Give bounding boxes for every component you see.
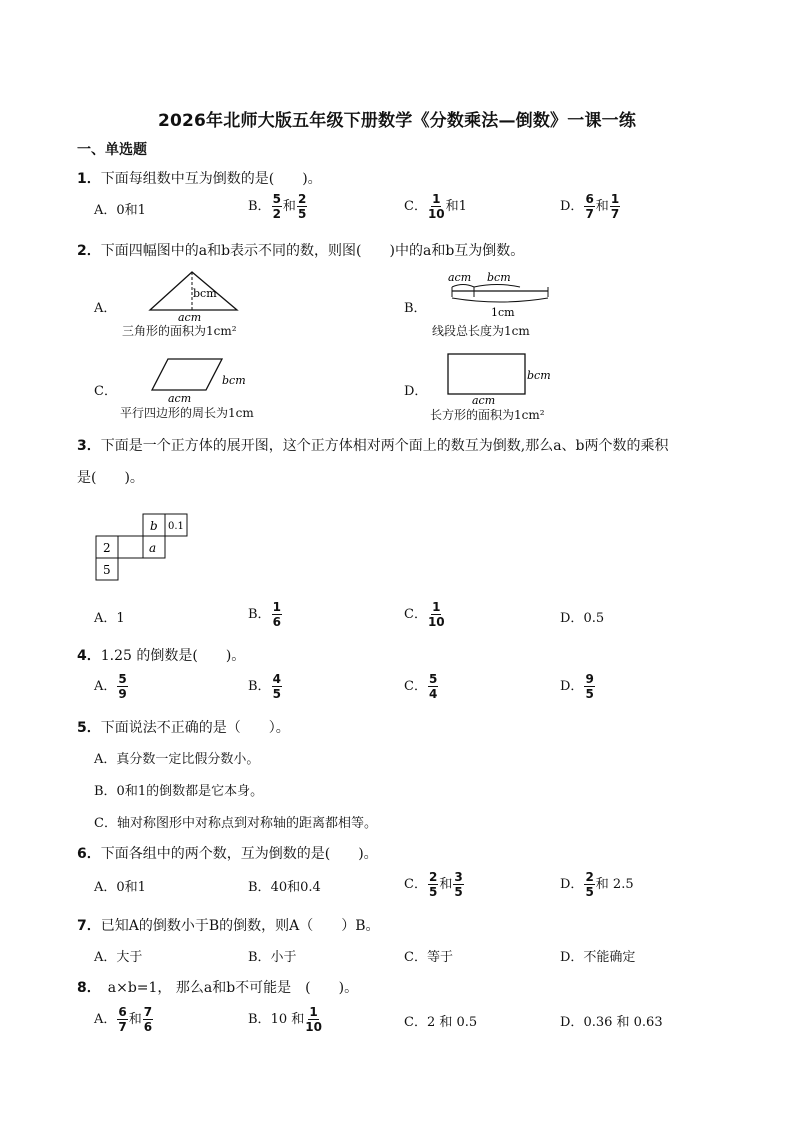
cube-net-figure xyxy=(93,511,193,583)
fraction: $\frac{5}{2}$ xyxy=(272,192,281,221)
option-label: B． xyxy=(248,1012,271,1027)
length-a-label: acm xyxy=(472,394,496,407)
fraction: $\frac{2}{5}$ xyxy=(428,870,438,899)
fraction: $\frac{2}{5}$ xyxy=(585,870,594,899)
figure-caption: 平行四边形的周长为1cm xyxy=(120,406,254,420)
question-1 xyxy=(77,168,322,188)
q3-option-a[interactable] xyxy=(94,609,125,629)
option-label: B． xyxy=(248,607,271,622)
option-label: D． xyxy=(560,199,584,214)
option-text: 0.36 和 0.63 xyxy=(583,1015,663,1030)
figure-caption: 线段总长度为1cm xyxy=(432,324,530,338)
fraction: $\frac{9}{5}$ xyxy=(585,672,594,701)
q3-option-b[interactable] xyxy=(248,601,283,628)
question-5 xyxy=(77,717,290,737)
fraction: $\frac{6}{7}$ xyxy=(118,1005,127,1034)
fraction: $\frac{3}{5}$ xyxy=(454,870,463,899)
question-7 xyxy=(77,915,380,935)
q6-option-c[interactable]: C． $\frac{2}{5}$ 和 $\frac{3}{5}$ xyxy=(404,870,463,899)
fraction: $\frac{5}{4}$ xyxy=(428,672,438,701)
fraction: $\frac{6}{7}$ xyxy=(585,192,594,221)
question-8 xyxy=(77,977,358,997)
option-label: B． xyxy=(248,880,271,895)
parallelogram-figure xyxy=(148,356,258,404)
option-text: 1 xyxy=(116,611,125,626)
q2-option-d-label[interactable]: D． xyxy=(404,384,428,399)
question-3-continued: 是( )。 xyxy=(77,470,144,486)
q8-option-b[interactable]: B．10 和 $\frac{1}{10}$ xyxy=(248,1005,322,1034)
option-label: B． xyxy=(248,199,271,214)
q4-option-c[interactable] xyxy=(404,673,439,700)
total-length-label: 1cm xyxy=(491,306,515,319)
q1-option-b[interactable]: B． $\frac{5}{2}$ 和 $\frac{2}{5}$ xyxy=(248,192,307,221)
question-number: 2． xyxy=(77,243,101,259)
net-a: a xyxy=(149,541,157,555)
height-label: bcm xyxy=(193,287,217,300)
fraction: $\frac{1}{6}$ xyxy=(272,600,281,629)
q4-option-d[interactable] xyxy=(560,673,596,700)
option-label: D． xyxy=(560,611,584,626)
base-label: acm xyxy=(178,311,202,323)
q1-option-d[interactable]: D． $\frac{6}{7}$ 和 $\frac{1}{7}$ xyxy=(560,192,620,221)
option-label: C． xyxy=(404,877,427,892)
question-text: 已知A的倒数小于B的倒数，则A（ ）B。 xyxy=(100,918,380,934)
option-label: D． xyxy=(560,679,584,694)
figure-caption: 长方形的面积为1cm² xyxy=(430,408,545,422)
triangle-figure xyxy=(145,268,245,323)
option-label: C． xyxy=(404,199,427,214)
q2-option-b-label[interactable]: B． xyxy=(404,301,427,316)
fraction: $\frac{1}{7}$ xyxy=(610,192,620,221)
question-number: 5． xyxy=(77,720,101,736)
q1-option-a[interactable] xyxy=(94,200,146,222)
question-text: 下面说法不正确的是（ ）。 xyxy=(100,720,290,736)
option-text: 2 和 0.5 xyxy=(426,1015,478,1030)
question-number: 8． xyxy=(77,980,94,996)
q2-option-a-label[interactable]: A． xyxy=(94,301,117,316)
fraction: $\frac{5}{9}$ xyxy=(118,672,127,701)
q7-option-b[interactable]: B．小于 xyxy=(248,950,297,965)
question-6 xyxy=(77,843,378,863)
q8-option-d[interactable] xyxy=(560,1013,663,1033)
segment-a-label: acm xyxy=(448,271,472,284)
question-3 xyxy=(77,435,669,455)
option-text: 40和0.4 xyxy=(270,880,321,895)
question-number: 3． xyxy=(77,438,101,454)
question-text: 下面四幅图中的a和b表示不同的数，则图( )中的a和b互为倒数。 xyxy=(100,243,525,259)
q6-option-d[interactable]: D． $\frac{2}{5}$ 和 2.5 xyxy=(560,870,634,899)
option-label: C． xyxy=(404,679,427,694)
question-text: a×b=1， 那么a和b不可能是 ( )。 xyxy=(93,980,359,996)
question-text: 下面是一个正方体的展开图，这个正方体相对两个面上的数互为倒数,那么a、b两个数的乘积 xyxy=(100,438,669,454)
q5-option-a[interactable]: A．真分数一定比假分数小。 xyxy=(94,752,260,767)
segment-figure xyxy=(445,268,555,320)
q3-option-d[interactable] xyxy=(560,609,604,629)
question-text: 下面每组数中互为倒数的是( )。 xyxy=(100,171,322,187)
q5-option-c[interactable]: C．轴对称图形中对称点到对称轴的距离都相等。 xyxy=(94,816,377,831)
option-label: C． xyxy=(404,607,427,622)
question-4 xyxy=(77,645,245,665)
option-label: D． xyxy=(560,1015,584,1030)
option-text: 0.5 xyxy=(583,611,605,626)
q5-option-b[interactable]: B．0和1的倒数都是它本身。 xyxy=(94,784,264,799)
q7-option-a[interactable]: A．大于 xyxy=(94,950,143,965)
net-01: 0.1 xyxy=(168,521,184,532)
side-b-label: bcm xyxy=(222,374,246,387)
page-title: 2026年北师大版五年级下册数学《分数乘法—倒数》一课一练 xyxy=(157,111,637,131)
option-label: B． xyxy=(248,679,271,694)
q4-option-b[interactable] xyxy=(248,673,283,700)
figure-caption: 三角形的面积为1cm² xyxy=(122,324,237,338)
q2-option-c-label[interactable]: C． xyxy=(94,384,117,399)
option-label: D． xyxy=(560,877,584,892)
fraction: $\frac{2}{5}$ xyxy=(297,192,307,221)
q7-option-d[interactable]: D．不能确定 xyxy=(560,950,636,965)
option-label: A． xyxy=(94,679,117,694)
net-2: 2 xyxy=(103,541,111,555)
segment-b-label: bcm xyxy=(487,271,511,284)
question-text: 下面各组中的两个数，互为倒数的是( )。 xyxy=(100,846,378,862)
option-label: A． xyxy=(94,880,117,895)
question-text: 1.25 的倒数是( )。 xyxy=(100,648,246,664)
option-label: A． xyxy=(94,1012,117,1027)
option-label: C． xyxy=(404,1015,427,1030)
fraction: $\frac{7}{6}$ xyxy=(143,1005,153,1034)
q6-option-a[interactable] xyxy=(94,878,146,898)
question-2 xyxy=(77,240,524,260)
question-number: 6． xyxy=(77,846,101,862)
option-label: A． xyxy=(94,611,117,626)
net-5: 5 xyxy=(103,563,111,577)
q1-option-c[interactable]: C． $\frac{1}{10}$ 和1 xyxy=(404,192,467,221)
rectangle-figure xyxy=(445,351,560,407)
q3-option-c[interactable] xyxy=(404,601,446,628)
fraction: $\frac{1}{10}$ xyxy=(305,1005,322,1034)
fraction: $\frac{1}{10}$ xyxy=(427,600,445,629)
width-b-label: bcm xyxy=(527,369,551,382)
fraction: $\frac{4}{5}$ xyxy=(272,672,281,701)
q6-option-b[interactable] xyxy=(248,878,321,898)
question-number: 1． xyxy=(77,171,101,187)
net-b: b xyxy=(150,519,158,533)
question-number: 7． xyxy=(77,918,101,934)
fraction: $\frac{1}{10}$ xyxy=(427,192,445,221)
q8-option-a[interactable]: A． $\frac{6}{7}$ 和 $\frac{7}{6}$ xyxy=(94,1005,153,1034)
option-label: A． xyxy=(94,203,117,218)
section-heading: 一、单选题 xyxy=(77,142,147,158)
option-text: 0和1 xyxy=(116,880,146,895)
side-a-label: acm xyxy=(168,392,192,404)
option-text: 0和1 xyxy=(116,203,146,218)
q7-option-c[interactable]: C．等于 xyxy=(404,950,453,965)
question-number: 4． xyxy=(77,648,101,664)
q4-option-a[interactable] xyxy=(94,673,129,700)
q8-option-c[interactable] xyxy=(404,1013,477,1033)
